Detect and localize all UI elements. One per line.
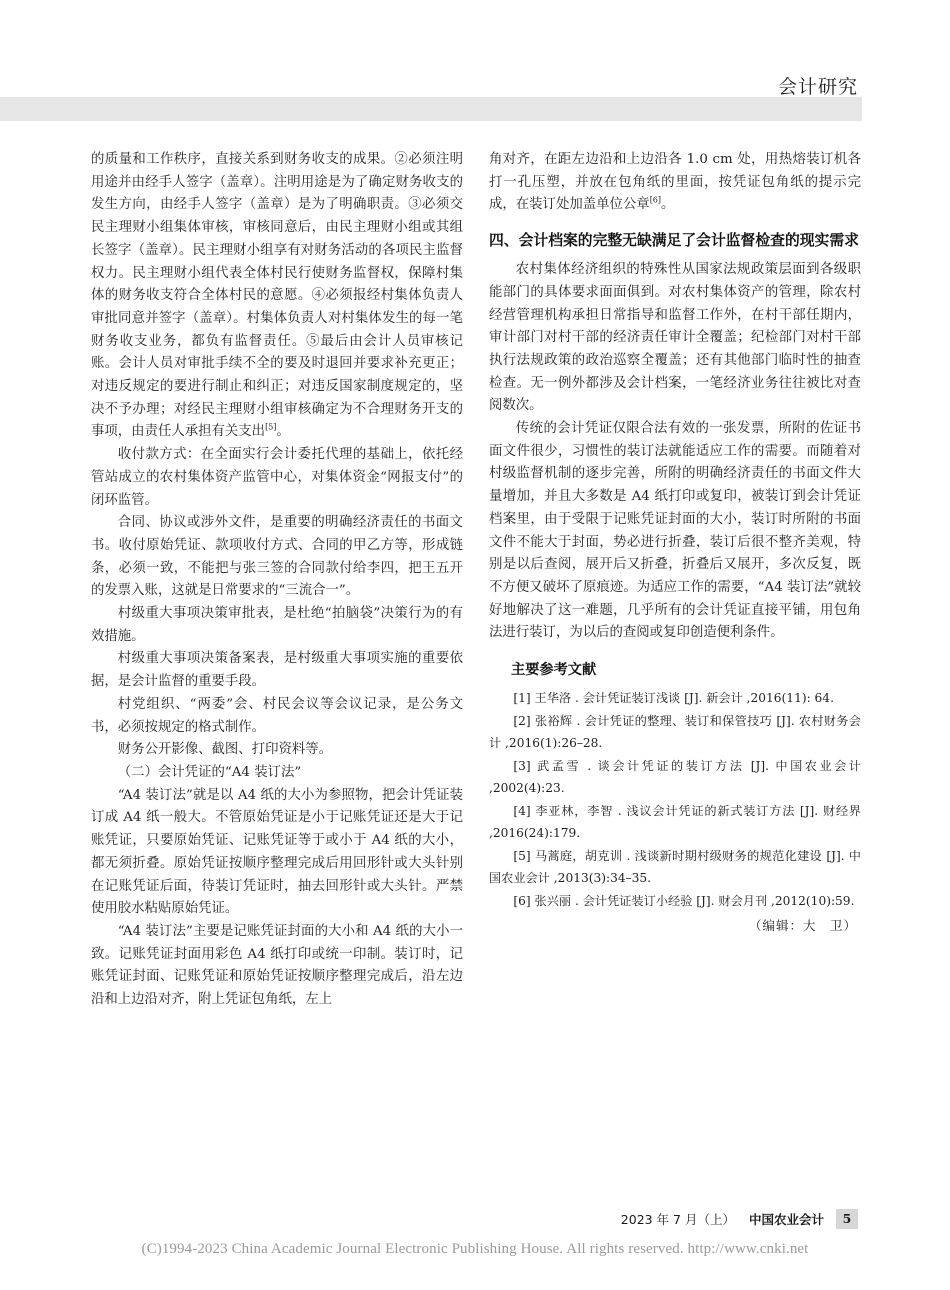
paragraph: 合同、协议或涉外文件，是重要的明确经济责任的书面文书。收付原始凭证、款项收付方式、合同的甲乙方等，形成链条，必须一致，不能把与张三签的合同款付给李四，把王五开的发票入账，这就是日常要求的“三流合一”。 xyxy=(91,515,463,599)
paragraph: 村级重大事项决策备案表，是村级重大事项实施的重要依据，是会计监督的重要手段。 xyxy=(91,651,463,690)
page-number: 5 xyxy=(836,1209,858,1229)
reference-item: [3] 武孟雪 . 谈会计凭证的装订方法 [J]. 中国农业会计 ,2002(4):23. xyxy=(489,759,861,796)
reference-item: [6] 张兴丽 . 会计凭证装订小经验 [J]. 财会月刊 ,2012(10):59. xyxy=(513,894,855,909)
paragraph: 农村集体经济组织的特殊性从国家法规政策层面到各级职能部门的具体要求面面俱到。对农村集体资产的管理，除农村经营管理机构承担日常指导和监督工作外，在村干部任期内，审计部门对村干部的经济责任审计全覆盖；纪检部门对村干部执行法规政策的政治巡察全覆盖；还有其他部门临时性的抽查检查。无一例外都涉及会计档案，一笔经济业务往往被比对查阅数次。 xyxy=(489,262,861,414)
editor-credit: （编辑：大 卫） xyxy=(748,918,857,934)
paragraph: 角对齐，在距左边沿和上边沿各 1.0 cm 处，用热熔装订机各打一孔压塑，并放在包角纸的里面，按凭证包角纸的提示完成，在装订处加盖单位公章[6]。 xyxy=(489,152,861,213)
reference-item: [2] 张裕辉 . 会计凭证的整理、装订和保管技巧 [J]. 农村财务会计 ,2016(1):26–28. xyxy=(489,714,861,751)
journal-name: 中国农业会计 xyxy=(748,1212,824,1227)
paragraph: 财务公开影像、截图、打印资料等。 xyxy=(117,742,333,758)
citation: [5] xyxy=(265,422,277,432)
paragraph: 的质量和工作秩序，直接关系到财务收支的成果。②必须注明用途并由经手人签字（盖章）。注明用途是为了确定财务收支的发生方向，由经手人签字（盖章）是为了明确职责。③必须交民主理财小组集体审核，审核同意后，由民主理财小组或其组长签字（盖章）。民主理财小组享有对财务活动的各项民主监督权力。民主理财小组代表全体村民行使财务监督权，保障村集体的财务收支符合全体村民的意愿。④必须报经村集体负责人审批同意并签字（盖章）。村集体负责人对村集体发生的每一笔财务收支业务，都负有监督责任。⑤最后由会计人员审核记账。会计人员对审批手续不全的要及时退回并要求补充更正；对违反规定的要进行制止和纠正；对违反国家制度规定的，坚决不予办理；对经民主理财小组审核确定为不合理财务开支的事项，由责任人承担有关支出[5]。 xyxy=(91,152,463,440)
references-heading: 主要参考文献 xyxy=(511,662,597,679)
section-heading: 四、会计档案的完整无缺满足了会计监督检查的现实需求 xyxy=(489,232,859,250)
paragraph: “A4 装订法”主要是记账凭证封面的大小和 A4 纸的大小一致。记账凭证封面用彩色 A4 纸打印或统一印制。装订时，记账凭证封面、记账凭证和原始凭证按顺序整理完成后，沿左边沿和上边沿对齐，附上凭证包角纸，左上 xyxy=(91,923,463,1008)
paragraph: 村级重大事项决策审批表，是杜绝“拍脑袋”决策行为的有效措施。 xyxy=(91,606,463,644)
right-column xyxy=(489,149,861,934)
issue-date: 2023 年 7 月（上） xyxy=(620,1212,735,1227)
left-column xyxy=(91,149,463,1012)
paragraph: 村党组织、“两委”会、村民会议等会议记录，是公务文书，必须按规定的格式制作。 xyxy=(91,696,463,735)
paragraph: “A4 装订法”就是以 A4 纸的大小为参照物，把会计凭证装订成 A4 纸一般大。不管原始凭证是小于记账凭证还是大于记账凭证，只要原始凭证、记账凭证等于或小于 A4 纸的大小，都无须折叠。原始凭证按顺序整理完成后用回形针或大头针别在记账凭证后面，待装订凭证时，抽去回形针或大头针。严禁使用胶水粘贴原始凭证。 xyxy=(91,787,463,917)
reference-item: [1] 王华洛 . 会计凭证装订浅谈 [J]. 新会计 ,2016(11): 64. xyxy=(513,691,834,706)
header-band xyxy=(0,97,862,121)
copyright-watermark: (C)1994-2023 China Academic Journal Electronic Publishing House. All rights reserved. http://www.cnki.net xyxy=(141,1241,809,1257)
subsection-heading: （二）会计凭证的“A4 装订法” xyxy=(117,764,302,780)
section-title: 会计研究 xyxy=(777,76,858,98)
page-footer xyxy=(621,1209,858,1229)
paragraph: 传统的会计凭证仅限合法有效的一张发票，所附的佐证书面文件很少，习惯性的装订法就能适应工作的需要。而随着对村级监督机制的逐步完善，所附的明确经济责任的书面文件大量增加，并且大多数是 A4 纸打印或复印，被装订到会计凭证档案里，由于受限于记账凭证封面的大小，装订时所附的书面文件不能大于封面，势必进行折叠，装订后很不整齐美观，特别是以后查阅，展开后又折叠，折叠后又展开，多次反复，既不方便又破坏了原痕迹。为适应工作的需要，“A4 装订法”就较好地解决了这一难题，几乎所有的会计凭证直接平铺，用包角法进行装订，为以后的查阅或复印创造便利条件。 xyxy=(489,421,861,641)
paragraph: 收付款方式：在全面实行会计委托代理的基础上，依托经管站成立的农村集体资产监管中心，对集体资金“网报支付”的闭环监管。 xyxy=(91,447,463,508)
reference-item: [4] 李亚林，李智 . 浅议会计凭证的新式装订方法 [J]. 财经界 ,2016(24):179. xyxy=(489,804,861,841)
citation: [6] xyxy=(649,195,662,205)
reference-item: [5] 马蒿庭，胡克训 . 浅谈新时期村级财务的规范化建设 [J]. 中国农业会计 ,2013(3):34–35. xyxy=(489,849,861,886)
